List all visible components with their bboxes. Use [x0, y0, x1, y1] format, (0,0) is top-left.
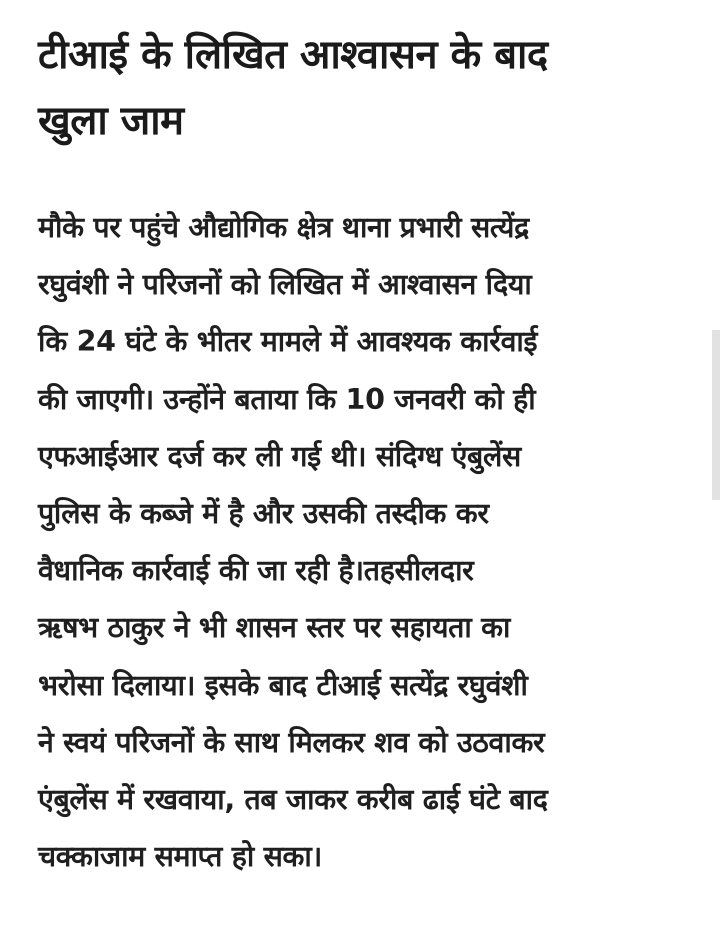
article-headline: टीआई के लिखित आश्वासन के बाद खुला जाम: [38, 32, 548, 144]
article-body-paragraph: मौके पर पहुंचे औद्योगिक क्षेत्र थाना प्रभारी सत्येंद्र रघुवंशी ने परिजनों को लिखित में आश्वासन दिया कि 24 घंटे के भीतर मामले में आवश्यक कार्रवाई की जाएगी। उन्होंने बताया कि 10 जनवरी को ही एफआईआर दर्ज कर ली गई थी। संदिग्ध एंबुलेंस पुलिस के कब्जे में है और उसकी तस्दीक कर वैधानिक कार्रवाई की जा रही है।तहसीलदार ऋषभ ठाकुर ने भी शासन स्तर पर सहायता का भरोसा दिलाया। इसके बाद टीआई सत्येंद्र रघुवंशी ने स्वयं परिजनों के साथ मिलकर शव को उठवाकर एंबुलेंस में रखवाया, तब जाकर करीब ढाई घंटे बाद चक्काजाम समाप्त हो सका।: [38, 211, 548, 874]
article: [38, 22, 688, 885]
scrollbar-thumb[interactable]: [712, 330, 720, 500]
